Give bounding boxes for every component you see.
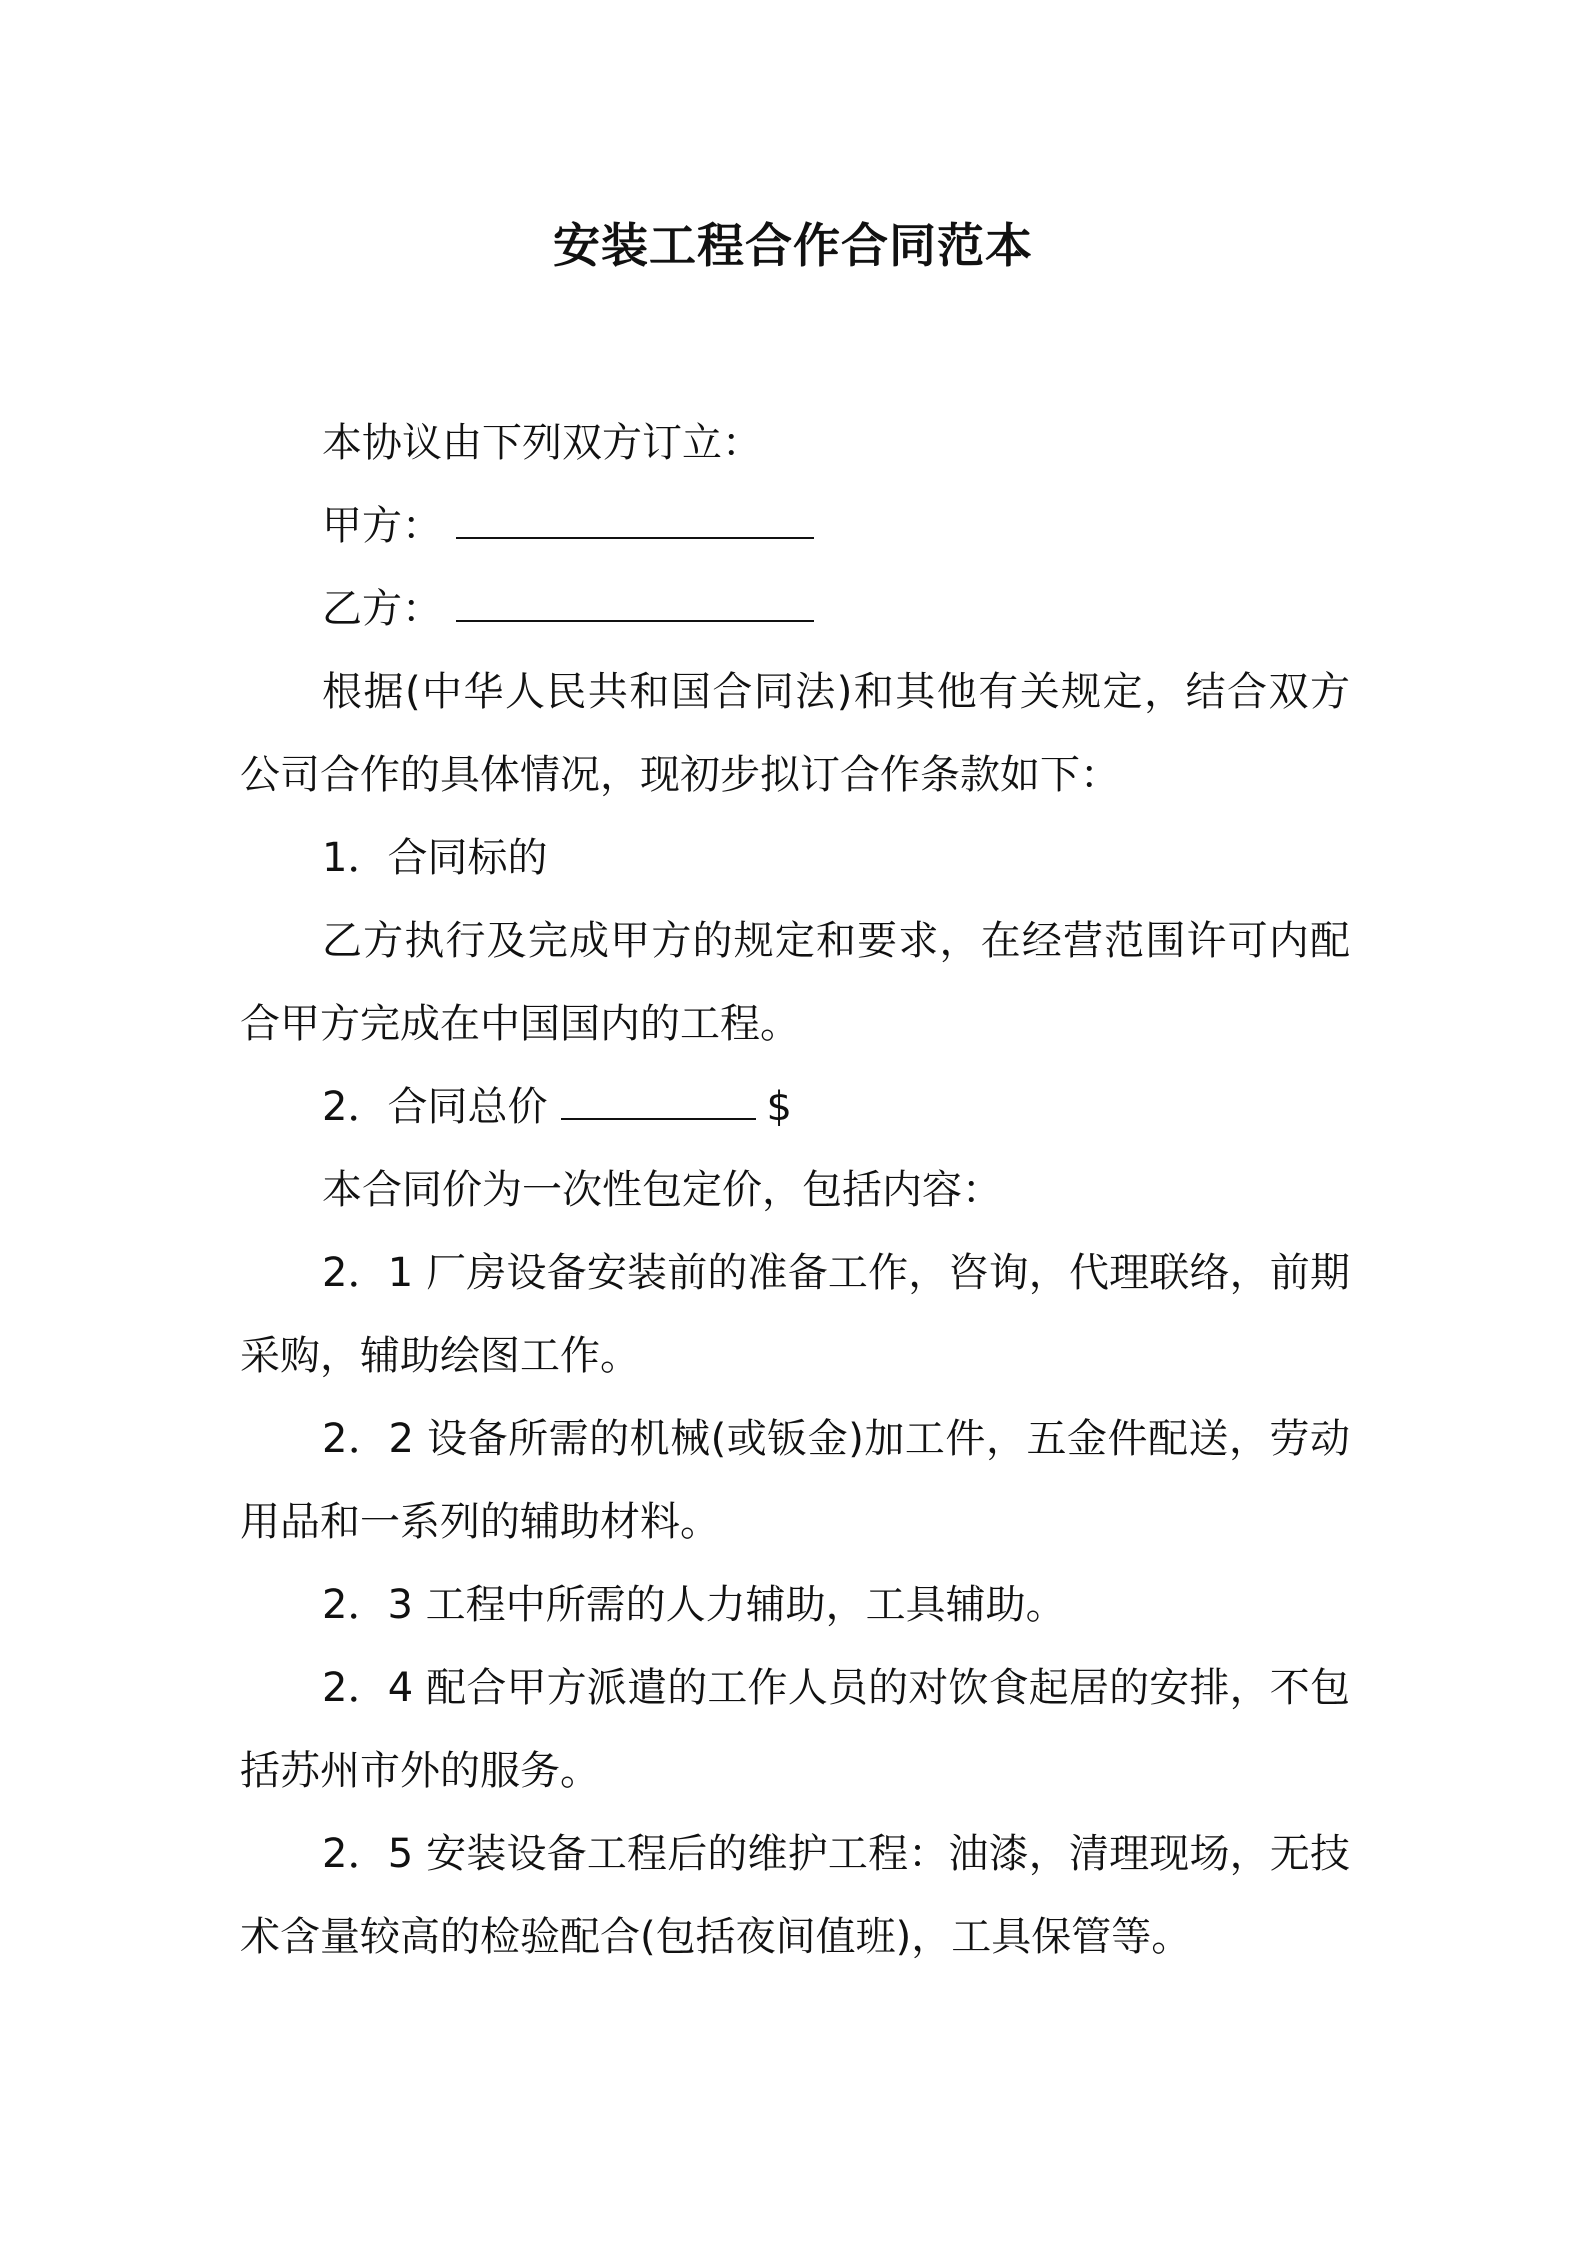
section1-heading: 1．合同标的 [322, 835, 548, 881]
party-b-label: 乙方： [322, 586, 442, 632]
party-a-line [240, 485, 1350, 568]
item-2-3: 2．3 工程中所需的人力辅助，工具辅助。 [322, 1582, 1066, 1628]
item-2-1: 2．1 厂房设备安装前的准备工作，咨询，代理联络，前期采购，辅助绘图工作。 [240, 1250, 1350, 1379]
party-b-line [240, 568, 1350, 651]
party-a-blank [456, 497, 814, 539]
item-2-2: 2．2 设备所需的机械(或钣金)加工件，五金件配送，劳动用品和一系列的辅助材料。 [240, 1416, 1350, 1545]
section2-intro: 本合同价为一次性包定价，包括内容： [322, 1167, 1002, 1213]
currency-symbol: $ [766, 1084, 792, 1130]
item-2-5: 2．5 安装设备工程后的维护工程：油漆，清理现场，无技术含量较高的检验配合(包括夜间值班)，工具保管等。 [240, 1831, 1350, 1960]
section2-heading: 2．合同总价 [322, 1084, 548, 1130]
item-2-4: 2．4 配合甲方派遣的工作人员的对饮食起居的安排，不包括苏州市外的服务。 [240, 1665, 1350, 1794]
intro-paragraph: 本协议由下列双方订立： [322, 420, 762, 466]
document-title: 安装工程合作合同范本 [553, 219, 1033, 274]
section1-paragraph: 乙方执行及完成甲方的规定和要求，在经营范围许可内配合甲方完成在中国国内的工程。 [240, 918, 1350, 1047]
party-b-blank [456, 580, 814, 622]
section2-heading-line [240, 1066, 1350, 1149]
basis-paragraph: 根据(中华人民共和国合同法)和其他有关规定，结合双方公司合作的具体情况，现初步拟订合作条款如下： [240, 669, 1350, 798]
party-a-label: 甲方： [322, 503, 442, 549]
total-price-blank [561, 1078, 756, 1120]
document-body [240, 402, 1350, 1979]
